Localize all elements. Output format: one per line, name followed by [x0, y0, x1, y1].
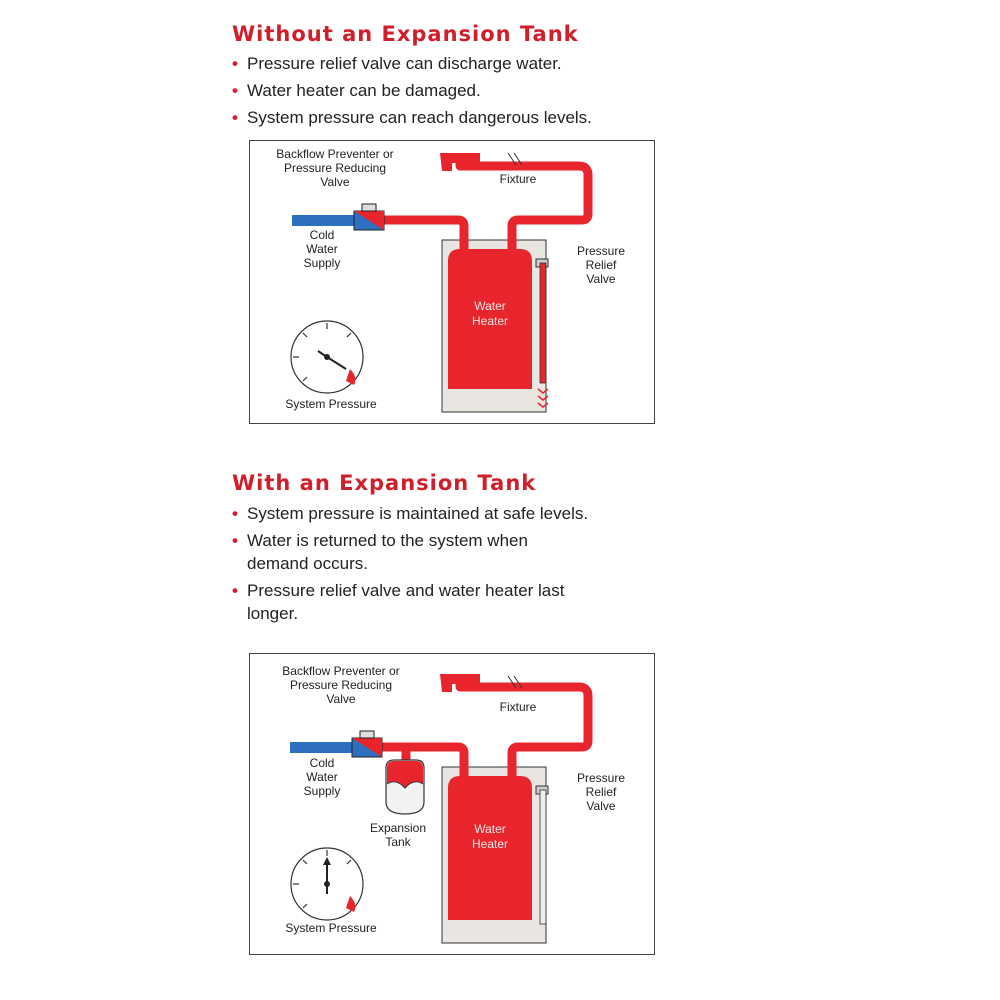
pressure-gauge-safe-icon [291, 848, 363, 920]
cold-water-label: Cold Water Supply [303, 756, 341, 798]
relief-discharge-pipe [540, 790, 546, 924]
cold-water-pipe [292, 215, 362, 226]
hot-water-pipes [380, 160, 588, 253]
fixture-label: Fixture [499, 172, 537, 186]
bullet-icon: • [232, 81, 238, 100]
list-item: • System pressure is maintained at safe levels. [232, 504, 589, 523]
backflow-valve-icon [354, 204, 384, 230]
expansion-tank-icon [386, 760, 424, 814]
bullet-icon: • [232, 531, 238, 550]
backflow-valve-icon [352, 731, 382, 757]
cold-water-label: Cold Water Supply [303, 228, 341, 270]
diagram-with-expansion-tank [249, 653, 655, 955]
cold-water-pipe [290, 742, 360, 753]
relief-valve-label: Pressure Relief Valve [576, 771, 626, 813]
pressure-gauge-dangerous-icon [291, 321, 363, 393]
bullet-list-with [232, 502, 592, 629]
backflow-label: Backflow Preventer or Pressure Reducing Valve [276, 147, 394, 189]
bullet-list-without [232, 52, 672, 133]
expansion-tank-label: Expansion Tank [369, 821, 427, 849]
section-title-without: Without an Expansion Tank [232, 22, 579, 46]
list-item: • Pressure relief valve can discharge water. [232, 54, 562, 73]
relief-valve-label: Pressure Relief Valve [576, 244, 626, 286]
section-title-with: With an Expansion Tank [232, 471, 537, 495]
backflow-label: Backflow Preventer or Pressure Reducing Valve [282, 664, 400, 706]
diagram-without-expansion-tank [249, 140, 655, 424]
list-item: • Water heater can be damaged. [232, 81, 481, 100]
bullet-icon: • [232, 54, 238, 73]
bullet-icon: • [232, 504, 238, 523]
bullet-icon: • [232, 581, 238, 600]
list-item: • Pressure relief valve and water heater last longer. [232, 581, 565, 623]
list-item: • Water is returned to the system when demand occurs. [232, 531, 528, 573]
system-pressure-label: System Pressure [285, 397, 377, 411]
bullet-icon: • [232, 108, 238, 127]
list-item: • System pressure can reach dangerous levels. [232, 108, 592, 127]
relief-discharge-pipe [540, 263, 546, 383]
water-heater-label: Water Heater [471, 822, 509, 851]
fixture-label: Fixture [499, 700, 537, 714]
system-pressure-label: System Pressure [285, 921, 377, 935]
water-heater-label: Water Heater [471, 299, 509, 328]
